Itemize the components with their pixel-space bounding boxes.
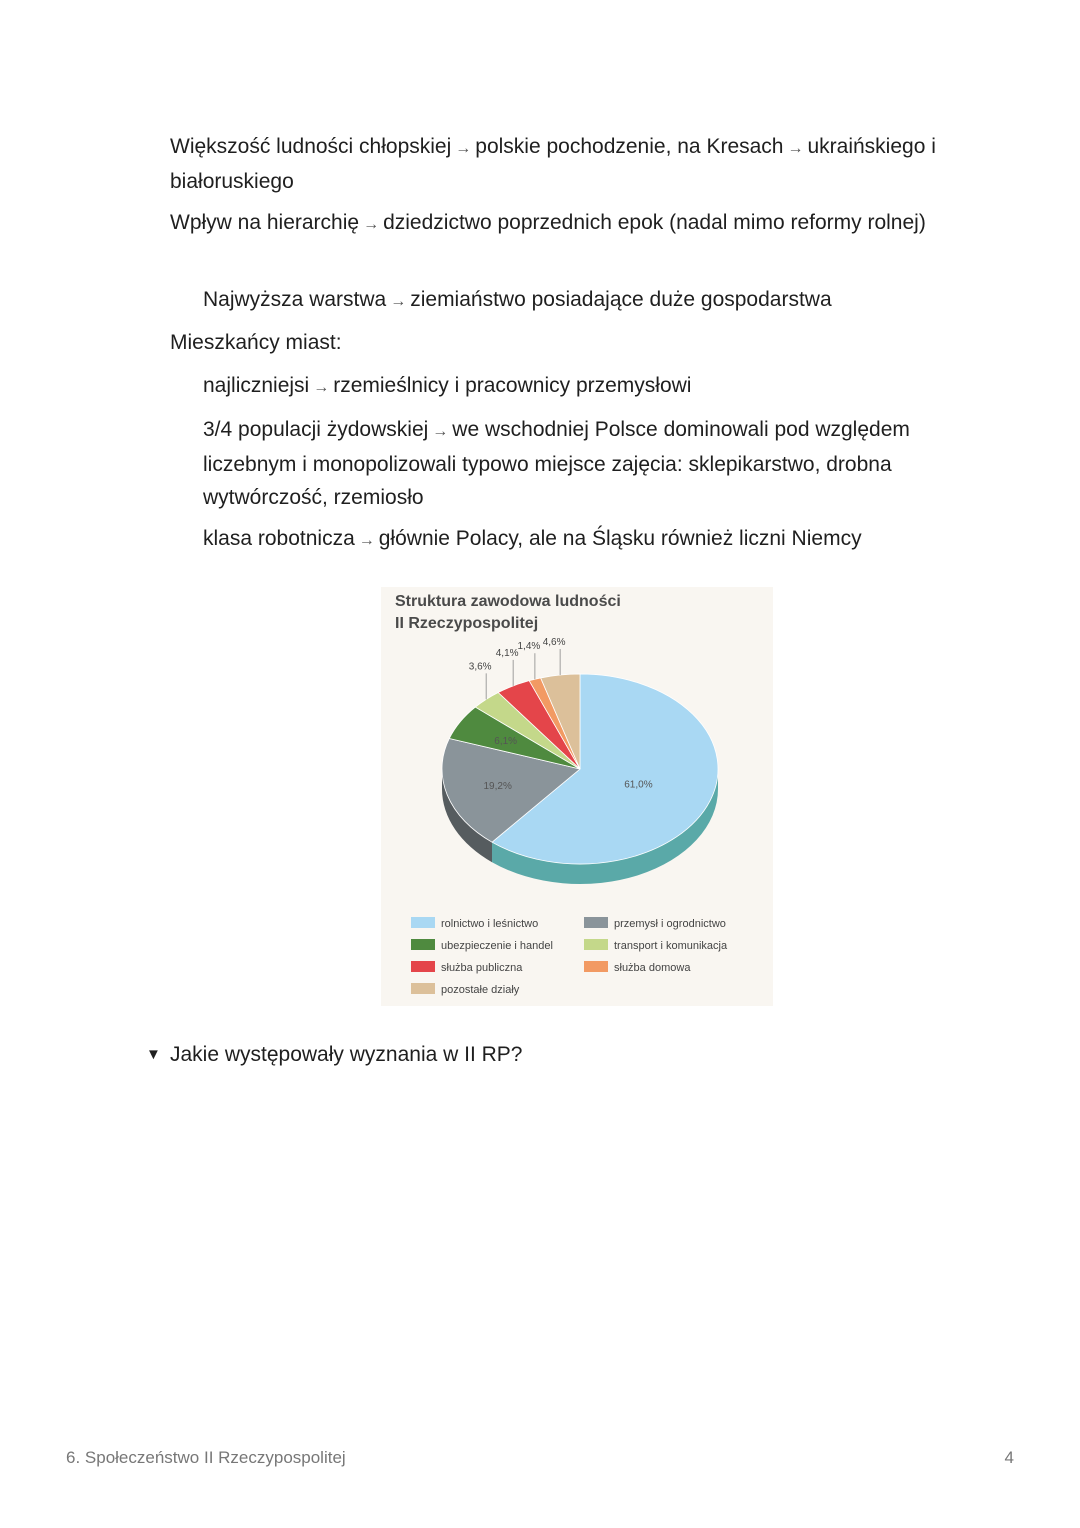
slice-value-label: 4,6% — [542, 636, 566, 648]
text: we wschodniej Polsce dominowali pod względem liczebnym i monopolizowali typowo miejsce zajęcia: sklepikarstwo, drobna wytwórczość, rzemiosło — [203, 418, 910, 509]
slice-value-label: 3,6% — [468, 661, 492, 673]
toggle-religions[interactable] — [146, 1040, 522, 1070]
arrow-icon: → — [787, 140, 804, 157]
text: Mieszkańcy miast: — [170, 331, 342, 354]
paragraph-working-class — [203, 522, 993, 557]
text: Wpływ na hierarchię — [170, 211, 360, 234]
legend-label: transport i komunikacja — [614, 940, 728, 952]
legend-label: pozostałe działy — [441, 984, 520, 996]
arrow-icon: → — [455, 140, 472, 157]
slice-value-label: 61,0% — [624, 779, 653, 791]
legend-label: służba domowa — [614, 962, 691, 974]
arrow-icon: → — [390, 293, 407, 310]
arrow-icon: → — [432, 423, 449, 440]
pie-chart — [381, 587, 773, 1006]
text: dziedzictwo poprzednich epok (nadal mimo reformy rolnej) — [383, 211, 926, 234]
text: 3/4 populacji żydowskiej — [203, 418, 429, 441]
paragraph-jewish-population — [203, 413, 963, 514]
page-number: 4 — [1004, 1448, 1014, 1467]
slice-value-label: 6,1% — [494, 735, 518, 747]
slice-value-label: 19,2% — [483, 781, 512, 793]
triangle-down-icon: ▼ — [146, 1046, 161, 1063]
legend-swatch — [411, 939, 435, 950]
slice-value-label: 4,1% — [495, 647, 519, 659]
legend-swatch — [411, 917, 435, 928]
arrow-icon: → — [358, 532, 375, 549]
text: najliczniejsi — [203, 374, 310, 397]
arrow-icon: → — [363, 216, 380, 233]
text: klasa robotnicza — [203, 527, 355, 550]
chart-title-line1: Struktura zawodowa ludności — [395, 593, 621, 610]
paragraph-city-residents — [170, 326, 960, 359]
text: głównie Polacy, ale na Śląsku również liczni Niemcy — [378, 527, 862, 550]
text: rzemieślnicy i pracownicy przemysłowi — [333, 374, 692, 397]
legend-label: służba publiczna — [441, 962, 523, 974]
text: ukraińskiego i białoruskiego — [170, 135, 936, 193]
legend-swatch — [584, 917, 608, 928]
legend-swatch — [411, 961, 435, 972]
footer-title: 6. Społeczeństwo II Rzeczypospolitej — [66, 1448, 346, 1467]
slice-value-label: 1,4% — [517, 641, 541, 653]
legend-label: ubezpieczenie i handel — [441, 940, 553, 952]
legend-label: przemysł i ogrodnictwo — [614, 918, 726, 930]
text: polskie pochodzenie, na Kresach — [475, 135, 784, 158]
chart-title-line2: II Rzeczypospolitej — [395, 615, 539, 632]
pie-chart-figure — [381, 587, 773, 1006]
paragraph-highest-class — [203, 283, 993, 318]
legend-label: rolnictwo i leśnictwo — [441, 918, 539, 930]
text: Większość ludności chłopskiej — [170, 135, 452, 158]
arrow-icon: → — [313, 379, 330, 396]
paragraph-peasants — [170, 130, 960, 198]
legend-swatch — [411, 983, 435, 994]
legend-swatch — [584, 939, 608, 950]
toggle-label: Jakie występowały wyznania w II RP? — [170, 1043, 523, 1066]
text: ziemiaństwo posiadające duże gospodarstwa — [410, 288, 832, 311]
paragraph-most-numerous — [203, 369, 993, 404]
paragraph-hierarchy — [170, 206, 960, 241]
legend-swatch — [584, 961, 608, 972]
text: Najwyższa warstwa — [203, 288, 387, 311]
